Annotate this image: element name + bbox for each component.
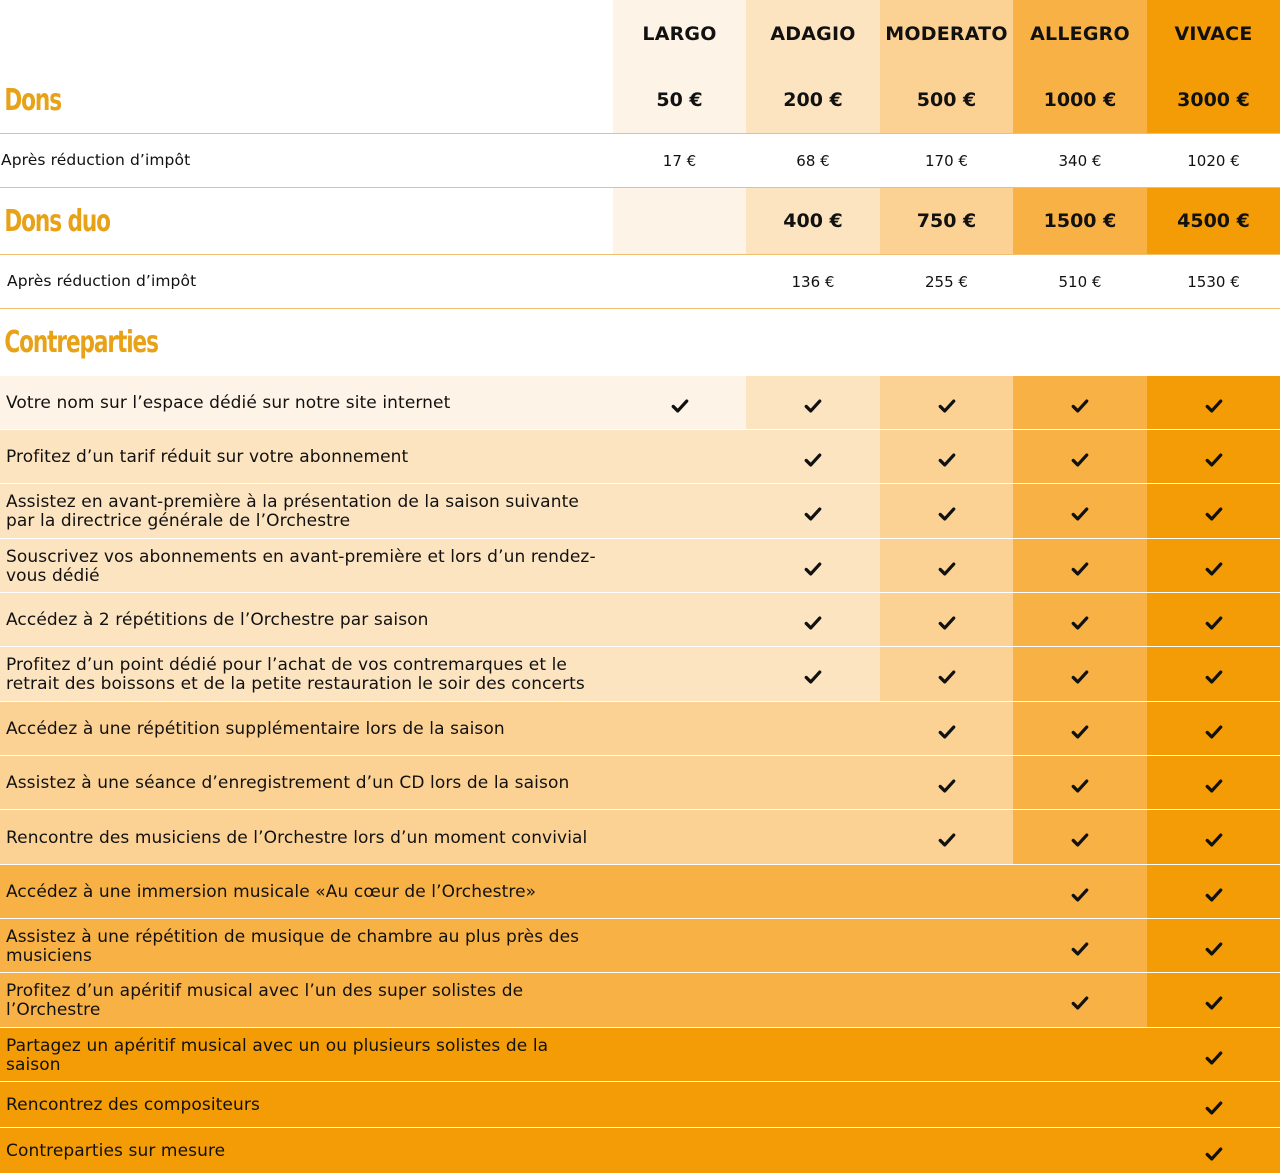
check-icon bbox=[1205, 668, 1223, 686]
benefit-cell-vivace bbox=[1147, 702, 1280, 756]
dons-net-allegro: 340 € bbox=[1013, 134, 1147, 188]
check-icon bbox=[1205, 560, 1223, 578]
tier-header-moderato: MODERATO bbox=[880, 0, 1013, 67]
dons-duo-section-cell bbox=[0, 188, 613, 255]
benefit-cell-allegro bbox=[1013, 1028, 1147, 1082]
check-icon bbox=[804, 560, 822, 578]
benefit-cell-allegro bbox=[1013, 647, 1147, 702]
benefit-cell-adagio bbox=[746, 756, 880, 810]
benefit-cell-vivace bbox=[1147, 430, 1280, 484]
check-icon bbox=[938, 831, 956, 849]
tier-header-vivace: VIVACE bbox=[1147, 0, 1280, 67]
check-icon bbox=[938, 451, 956, 469]
check-icon bbox=[938, 723, 956, 741]
benefit-cell-allegro bbox=[1013, 1082, 1147, 1128]
benefit-cell-adagio bbox=[746, 919, 880, 973]
benefit-label: Rencontre des musiciens de l’Orchestre lors d’un moment convivial bbox=[0, 810, 613, 865]
benefit-cell-vivace bbox=[1147, 973, 1280, 1028]
dons-duo-net-vivace: 1530 € bbox=[1147, 255, 1280, 309]
benefit-cell-largo bbox=[613, 376, 746, 430]
benefit-cell-moderato bbox=[880, 647, 1013, 702]
benefit-cell-adagio bbox=[746, 973, 880, 1028]
benefit-cell-largo bbox=[613, 593, 746, 647]
check-icon bbox=[1205, 940, 1223, 958]
benefit-cell-moderato bbox=[880, 1028, 1013, 1082]
check-icon bbox=[1071, 560, 1089, 578]
benefit-cell-allegro bbox=[1013, 376, 1147, 430]
benefit-cell-allegro bbox=[1013, 973, 1147, 1028]
tier-header-allegro: ALLEGRO bbox=[1013, 0, 1147, 67]
benefit-cell-largo bbox=[613, 430, 746, 484]
benefit-cell-moderato bbox=[880, 1082, 1013, 1128]
dons-net-label: Après réduction d’impôt bbox=[0, 134, 613, 188]
benefit-cell-largo bbox=[613, 1128, 746, 1173]
dons-duo-amount-vivace: 4500 € bbox=[1147, 188, 1280, 255]
benefit-label: Assistez en avant-première à la présentation de la saison suivante par la directrice générale de l’Orchestre bbox=[0, 484, 613, 539]
check-icon bbox=[1205, 831, 1223, 849]
contreparties-heading: Contreparties bbox=[4, 325, 158, 360]
benefit-cell-vivace bbox=[1147, 647, 1280, 702]
dons-amount-vivace: 3000 € bbox=[1147, 67, 1280, 134]
benefit-label: Contreparties sur mesure bbox=[0, 1128, 613, 1173]
dons-duo-net-moderato: 255 € bbox=[880, 255, 1013, 309]
benefit-cell-vivace bbox=[1147, 810, 1280, 865]
dons-amount-largo: 50 € bbox=[613, 67, 746, 134]
check-icon bbox=[804, 668, 822, 686]
benefit-cell-adagio bbox=[746, 647, 880, 702]
dons-amount-moderato: 500 € bbox=[880, 67, 1013, 134]
benefit-cell-allegro bbox=[1013, 484, 1147, 539]
check-icon bbox=[804, 451, 822, 469]
tier-header-adagio: ADAGIO bbox=[746, 0, 880, 67]
check-icon bbox=[1205, 886, 1223, 904]
benefit-cell-largo bbox=[613, 539, 746, 593]
benefit-cell-vivace bbox=[1147, 865, 1280, 919]
dons-duo-amount-largo bbox=[613, 188, 746, 255]
benefit-label: Assistez à une séance d’enregistrement d’un CD lors de la saison bbox=[0, 756, 613, 810]
benefit-cell-adagio bbox=[746, 593, 880, 647]
check-icon bbox=[804, 614, 822, 632]
benefit-cell-adagio bbox=[746, 376, 880, 430]
check-icon bbox=[1071, 940, 1089, 958]
check-icon bbox=[938, 397, 956, 415]
benefit-cell-moderato bbox=[880, 919, 1013, 973]
dons-duo-net-adagio: 136 € bbox=[746, 255, 880, 309]
check-icon bbox=[671, 397, 689, 415]
benefit-label: Partagez un apéritif musical avec un ou plusieurs solistes de la saison bbox=[0, 1028, 613, 1082]
benefit-cell-adagio bbox=[746, 865, 880, 919]
benefit-cell-adagio bbox=[746, 702, 880, 756]
benefit-cell-largo bbox=[613, 973, 746, 1028]
benefit-cell-adagio bbox=[746, 810, 880, 865]
tier-header-largo: LARGO bbox=[613, 0, 746, 67]
check-icon bbox=[1205, 777, 1223, 795]
check-icon bbox=[804, 397, 822, 415]
benefit-label: Votre nom sur l’espace dédié sur notre site internet bbox=[0, 376, 613, 430]
benefit-cell-vivace bbox=[1147, 484, 1280, 539]
check-icon bbox=[1205, 723, 1223, 741]
benefit-cell-vivace bbox=[1147, 756, 1280, 810]
check-icon bbox=[1071, 397, 1089, 415]
benefit-label: Souscrivez vos abonnements en avant-première et lors d’un rendez-vous dédié bbox=[0, 539, 613, 593]
check-icon bbox=[1071, 451, 1089, 469]
check-icon bbox=[1071, 505, 1089, 523]
check-icon bbox=[1071, 777, 1089, 795]
dons-duo-amount-allegro: 1500 € bbox=[1013, 188, 1147, 255]
check-icon bbox=[1205, 397, 1223, 415]
check-icon bbox=[1205, 1145, 1223, 1163]
benefit-cell-allegro bbox=[1013, 919, 1147, 973]
benefit-label: Profitez d’un tarif réduit sur votre abonnement bbox=[0, 430, 613, 484]
benefit-cell-vivace bbox=[1147, 593, 1280, 647]
dons-duo-net-largo bbox=[613, 255, 746, 309]
benefit-cell-moderato bbox=[880, 973, 1013, 1028]
check-icon bbox=[1205, 1049, 1223, 1067]
check-icon bbox=[938, 614, 956, 632]
check-icon bbox=[938, 560, 956, 578]
benefit-cell-moderato bbox=[880, 593, 1013, 647]
dons-duo-net-label: Après réduction d’impôt bbox=[0, 255, 613, 309]
check-icon bbox=[1071, 994, 1089, 1012]
benefit-label: Profitez d’un apéritif musical avec l’un des super solistes de l’Orchestre bbox=[0, 973, 613, 1028]
check-icon bbox=[1071, 831, 1089, 849]
benefit-cell-vivace bbox=[1147, 1028, 1280, 1082]
check-icon bbox=[1205, 994, 1223, 1012]
benefit-cell-adagio bbox=[746, 430, 880, 484]
check-icon bbox=[938, 777, 956, 795]
benefit-cell-largo bbox=[613, 484, 746, 539]
header-empty-cell bbox=[0, 0, 613, 67]
benefit-cell-largo bbox=[613, 647, 746, 702]
benefit-cell-vivace bbox=[1147, 1082, 1280, 1128]
benefit-cell-largo bbox=[613, 1028, 746, 1082]
benefit-cell-allegro bbox=[1013, 539, 1147, 593]
dons-net-vivace: 1020 € bbox=[1147, 134, 1280, 188]
benefit-cell-vivace bbox=[1147, 376, 1280, 430]
check-icon bbox=[938, 505, 956, 523]
check-icon bbox=[1205, 1099, 1223, 1117]
benefit-cell-moderato bbox=[880, 702, 1013, 756]
benefit-label: Accédez à une immersion musicale «Au cœur de l’Orchestre» bbox=[0, 865, 613, 919]
dons-amount-allegro: 1000 € bbox=[1013, 67, 1147, 134]
check-icon bbox=[1071, 886, 1089, 904]
benefit-cell-largo bbox=[613, 702, 746, 756]
benefit-cell-moderato bbox=[880, 1128, 1013, 1173]
benefit-cell-adagio bbox=[746, 1128, 880, 1173]
check-icon bbox=[1205, 451, 1223, 469]
dons-net-largo: 17 € bbox=[613, 134, 746, 188]
benefit-cell-allegro bbox=[1013, 430, 1147, 484]
benefit-label: Accédez à une répétition supplémentaire lors de la saison bbox=[0, 702, 613, 756]
check-icon bbox=[1071, 668, 1089, 686]
dons-heading: Dons bbox=[4, 82, 62, 118]
dons-duo-net-allegro: 510 € bbox=[1013, 255, 1147, 309]
benefit-cell-largo bbox=[613, 919, 746, 973]
dons-duo-amount-adagio: 400 € bbox=[746, 188, 880, 255]
benefit-cell-allegro bbox=[1013, 865, 1147, 919]
benefit-cell-allegro bbox=[1013, 810, 1147, 865]
dons-duo-amount-moderato: 750 € bbox=[880, 188, 1013, 255]
benefit-label: Profitez d’un point dédié pour l’achat de vos contremarques et le retrait des boissons et de la petite restauration le soir des concerts bbox=[0, 647, 613, 702]
benefit-cell-moderato bbox=[880, 430, 1013, 484]
check-icon bbox=[1205, 505, 1223, 523]
benefit-cell-moderato bbox=[880, 484, 1013, 539]
check-icon bbox=[804, 505, 822, 523]
benefit-cell-vivace bbox=[1147, 539, 1280, 593]
benefit-cell-moderato bbox=[880, 539, 1013, 593]
check-icon bbox=[1205, 614, 1223, 632]
benefit-cell-allegro bbox=[1013, 702, 1147, 756]
benefit-cell-allegro bbox=[1013, 593, 1147, 647]
benefit-cell-adagio bbox=[746, 539, 880, 593]
benefit-cell-largo bbox=[613, 756, 746, 810]
contreparties-section-cell bbox=[0, 309, 1280, 376]
benefit-label: Accédez à 2 répétitions de l’Orchestre par saison bbox=[0, 593, 613, 647]
dons-duo-heading: Dons duo bbox=[4, 203, 110, 239]
benefit-cell-vivace bbox=[1147, 1128, 1280, 1173]
benefit-cell-moderato bbox=[880, 756, 1013, 810]
benefit-label: Assistez à une répétition de musique de chambre au plus près des musiciens bbox=[0, 919, 613, 973]
benefit-cell-allegro bbox=[1013, 756, 1147, 810]
benefit-cell-moderato bbox=[880, 376, 1013, 430]
benefit-cell-largo bbox=[613, 865, 746, 919]
dons-amount-adagio: 200 € bbox=[746, 67, 880, 134]
benefit-cell-adagio bbox=[746, 1028, 880, 1082]
benefit-cell-allegro bbox=[1013, 1128, 1147, 1173]
benefit-cell-moderato bbox=[880, 865, 1013, 919]
benefit-cell-vivace bbox=[1147, 919, 1280, 973]
check-icon bbox=[938, 668, 956, 686]
check-icon bbox=[1071, 723, 1089, 741]
benefit-cell-adagio bbox=[746, 1082, 880, 1128]
benefit-cell-moderato bbox=[880, 810, 1013, 865]
benefit-cell-largo bbox=[613, 810, 746, 865]
benefit-cell-largo bbox=[613, 1082, 746, 1128]
benefit-cell-adagio bbox=[746, 484, 880, 539]
benefit-label: Rencontrez des compositeurs bbox=[0, 1082, 613, 1128]
dons-net-adagio: 68 € bbox=[746, 134, 880, 188]
dons-section-cell bbox=[0, 67, 613, 134]
dons-net-moderato: 170 € bbox=[880, 134, 1013, 188]
check-icon bbox=[1071, 614, 1089, 632]
